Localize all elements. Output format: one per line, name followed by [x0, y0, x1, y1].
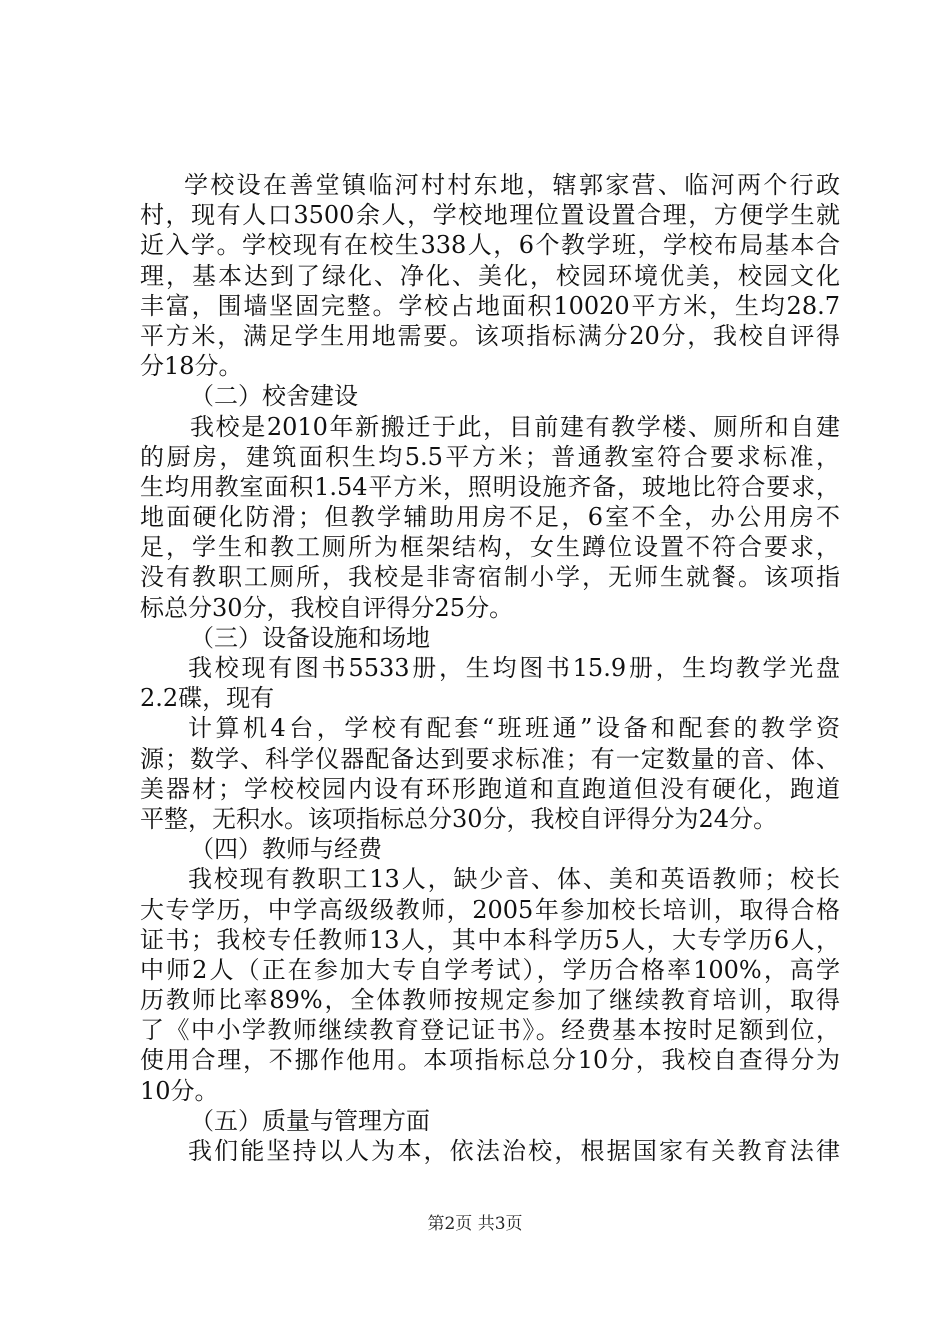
- paragraph-line: 学校设在善堂镇临河村村东地，辖郭家营、临河两个行政: [184, 171, 840, 199]
- section-heading: （四）教师与经费: [190, 835, 382, 864]
- section-heading: （二）校舍建设: [190, 382, 358, 411]
- paragraph-line: 标总分30分，我校自评得分25分。: [140, 593, 514, 622]
- page-number-label: 第2页 共3页: [427, 1214, 523, 1234]
- page-footer: [0, 1212, 950, 1236]
- paragraph-line: 没有教职工厕所，我校是非寄宿制小学，无师生就餐。该项指: [140, 563, 840, 592]
- paragraph-line: 理，基本达到了绿化、净化、美化，校园环境优美，校园文化: [140, 261, 840, 290]
- paragraph-line: 丰富，围墙坚固完整。学校占地面积10020平方米，生均28.7: [140, 291, 840, 320]
- paragraph-line: 历教师比率89%，全体教师按规定参加了继续教育培训，取得: [140, 986, 840, 1015]
- paragraph-line: 的厨房，建筑面积生均5.5平方米；普通教室符合要求标准，: [140, 442, 840, 471]
- paragraph-line: 2.2碟，现有: [140, 684, 275, 713]
- paragraph-line: 村，现有人口3500余人，学校地理位置设置合理，方便学生就: [140, 201, 840, 230]
- paragraph-line: 美器材；学校校园内设有环形跑道和直跑道但没有硬化，跑道: [140, 774, 840, 803]
- paragraph-line: 源；数学、科学仪器配备达到要求标准；有一定数量的音、体、: [140, 744, 840, 773]
- section-heading: （五）质量与管理方面: [190, 1106, 430, 1135]
- paragraph-line: 近入学。学校现有在校生338人，6个教学班，学校布局基本合: [140, 231, 840, 260]
- paragraph-line: 生均用教室面积1.54平方米，照明设施齐备，玻地比符合要求，: [140, 472, 840, 501]
- paragraph-line: 大专学历，中学高级级教师，2005年参加校长培训，取得合格: [140, 895, 840, 924]
- paragraph-line: 了《中小学教师继续教育登记证书》。经费基本按时足额到位，: [140, 1016, 840, 1045]
- paragraph-line: 我校是2010年新搬迁于此，目前建有教学楼、厕所和自建: [190, 412, 840, 441]
- paragraph-line: 地面硬化防滑；但教学辅助用房不足，6室不全，办公用房不: [140, 503, 840, 532]
- section-heading: （三）设备设施和场地: [190, 623, 430, 652]
- paragraph-line: 使用合理，不挪作他用。本项指标总分10分，我校自查得分为: [140, 1046, 840, 1075]
- paragraph-line: 平整，无积水。该项指标总分30分，我校自评得分为24分。: [140, 804, 778, 833]
- paragraph-line: 我校现有教职工13人，缺少音、体、美和英语教师；校长: [188, 865, 840, 894]
- paragraph-line: 证书；我校专任教师13人，其中本科学历5人，大专学历6人，: [140, 925, 840, 954]
- paragraph-line: 我校现有图书5533册，生均图书15.9册，生均教学光盘: [188, 654, 840, 682]
- paragraph-line: 10分。: [140, 1076, 219, 1105]
- paragraph-line: 足，学生和教工厕所为框架结构，女生蹲位设置不符合要求，: [140, 533, 840, 562]
- paragraph-line: 计算机4台，学校有配套“班班通”设备和配套的教学资: [188, 714, 840, 743]
- paragraph-line: 中师2人（正在参加大专自学考试），学历合格率100%，高学: [140, 955, 840, 984]
- paragraph-line: 平方米，满足学生用地需要。该项指标满分20分，我校自评得: [140, 321, 840, 350]
- document-body: [140, 170, 840, 1166]
- paragraph-line: 我们能坚持以人为本，依法治校，根据国家有关教育法律: [188, 1137, 840, 1165]
- paragraph-line: 分18分。: [140, 352, 243, 381]
